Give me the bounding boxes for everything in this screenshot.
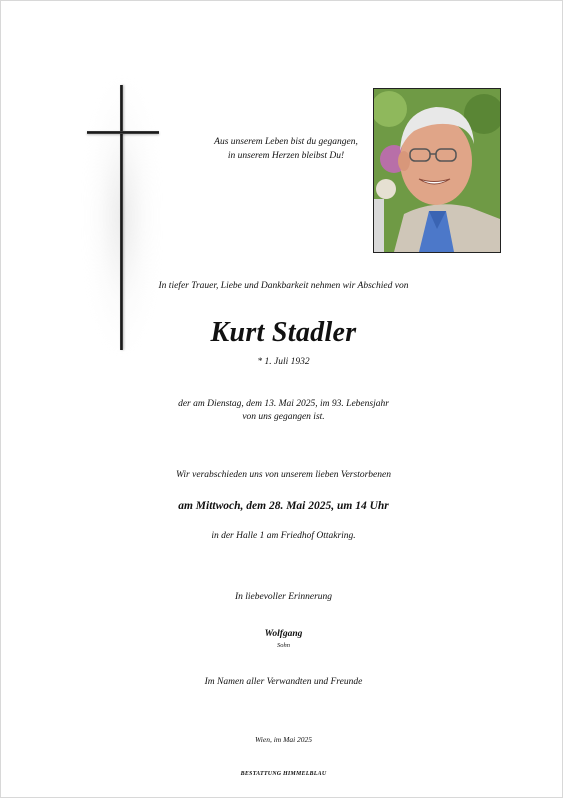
memory-text: In liebevoller Erinnerung bbox=[234, 592, 333, 602]
quote-line-1: Aus unserem Leben bist du gegangen, bbox=[214, 137, 358, 147]
intro-text: In tiefer Trauer, Liebe und Dankbarkeit nehmen wir Abschied von bbox=[158, 281, 409, 291]
quote-line-2: in unserem Herzen bleibst Du! bbox=[227, 151, 345, 161]
birth-date: * 1. Juli 1932 bbox=[257, 357, 310, 367]
family-text: Im Namen aller Verwandten und Freunde bbox=[204, 677, 363, 687]
funeral-home-footer: BESTATTUNG HIMMELBLAU bbox=[240, 771, 327, 777]
death-notice bbox=[1, 398, 565, 424]
memorial-quote bbox=[201, 135, 371, 163]
farewell-text: Wir verabschieden uns von unserem lieben Verstorbenen bbox=[176, 470, 391, 480]
ceremony-date: am Mittwoch, dem 28. Mai 2025, um 14 Uhr bbox=[178, 500, 389, 512]
death-line-2: von uns gegangen ist. bbox=[242, 412, 325, 422]
death-line-1: der am Dienstag, dem 13. Mai 2025, im 93. Lebensjahr bbox=[178, 399, 389, 409]
signer-role: Sohn bbox=[277, 642, 290, 649]
portrait-illustration bbox=[374, 89, 500, 252]
cross-vertical-bar bbox=[120, 85, 123, 350]
cross-horizontal-bar bbox=[87, 131, 159, 134]
deceased-name: Kurt Stadler bbox=[210, 317, 357, 348]
place-date: Wien, im Mai 2025 bbox=[254, 735, 313, 744]
portrait-photo bbox=[373, 88, 501, 253]
signer-name: Wolfgang bbox=[264, 629, 303, 639]
ceremony-place: in der Halle 1 am Friedhof Ottakring. bbox=[211, 531, 356, 541]
